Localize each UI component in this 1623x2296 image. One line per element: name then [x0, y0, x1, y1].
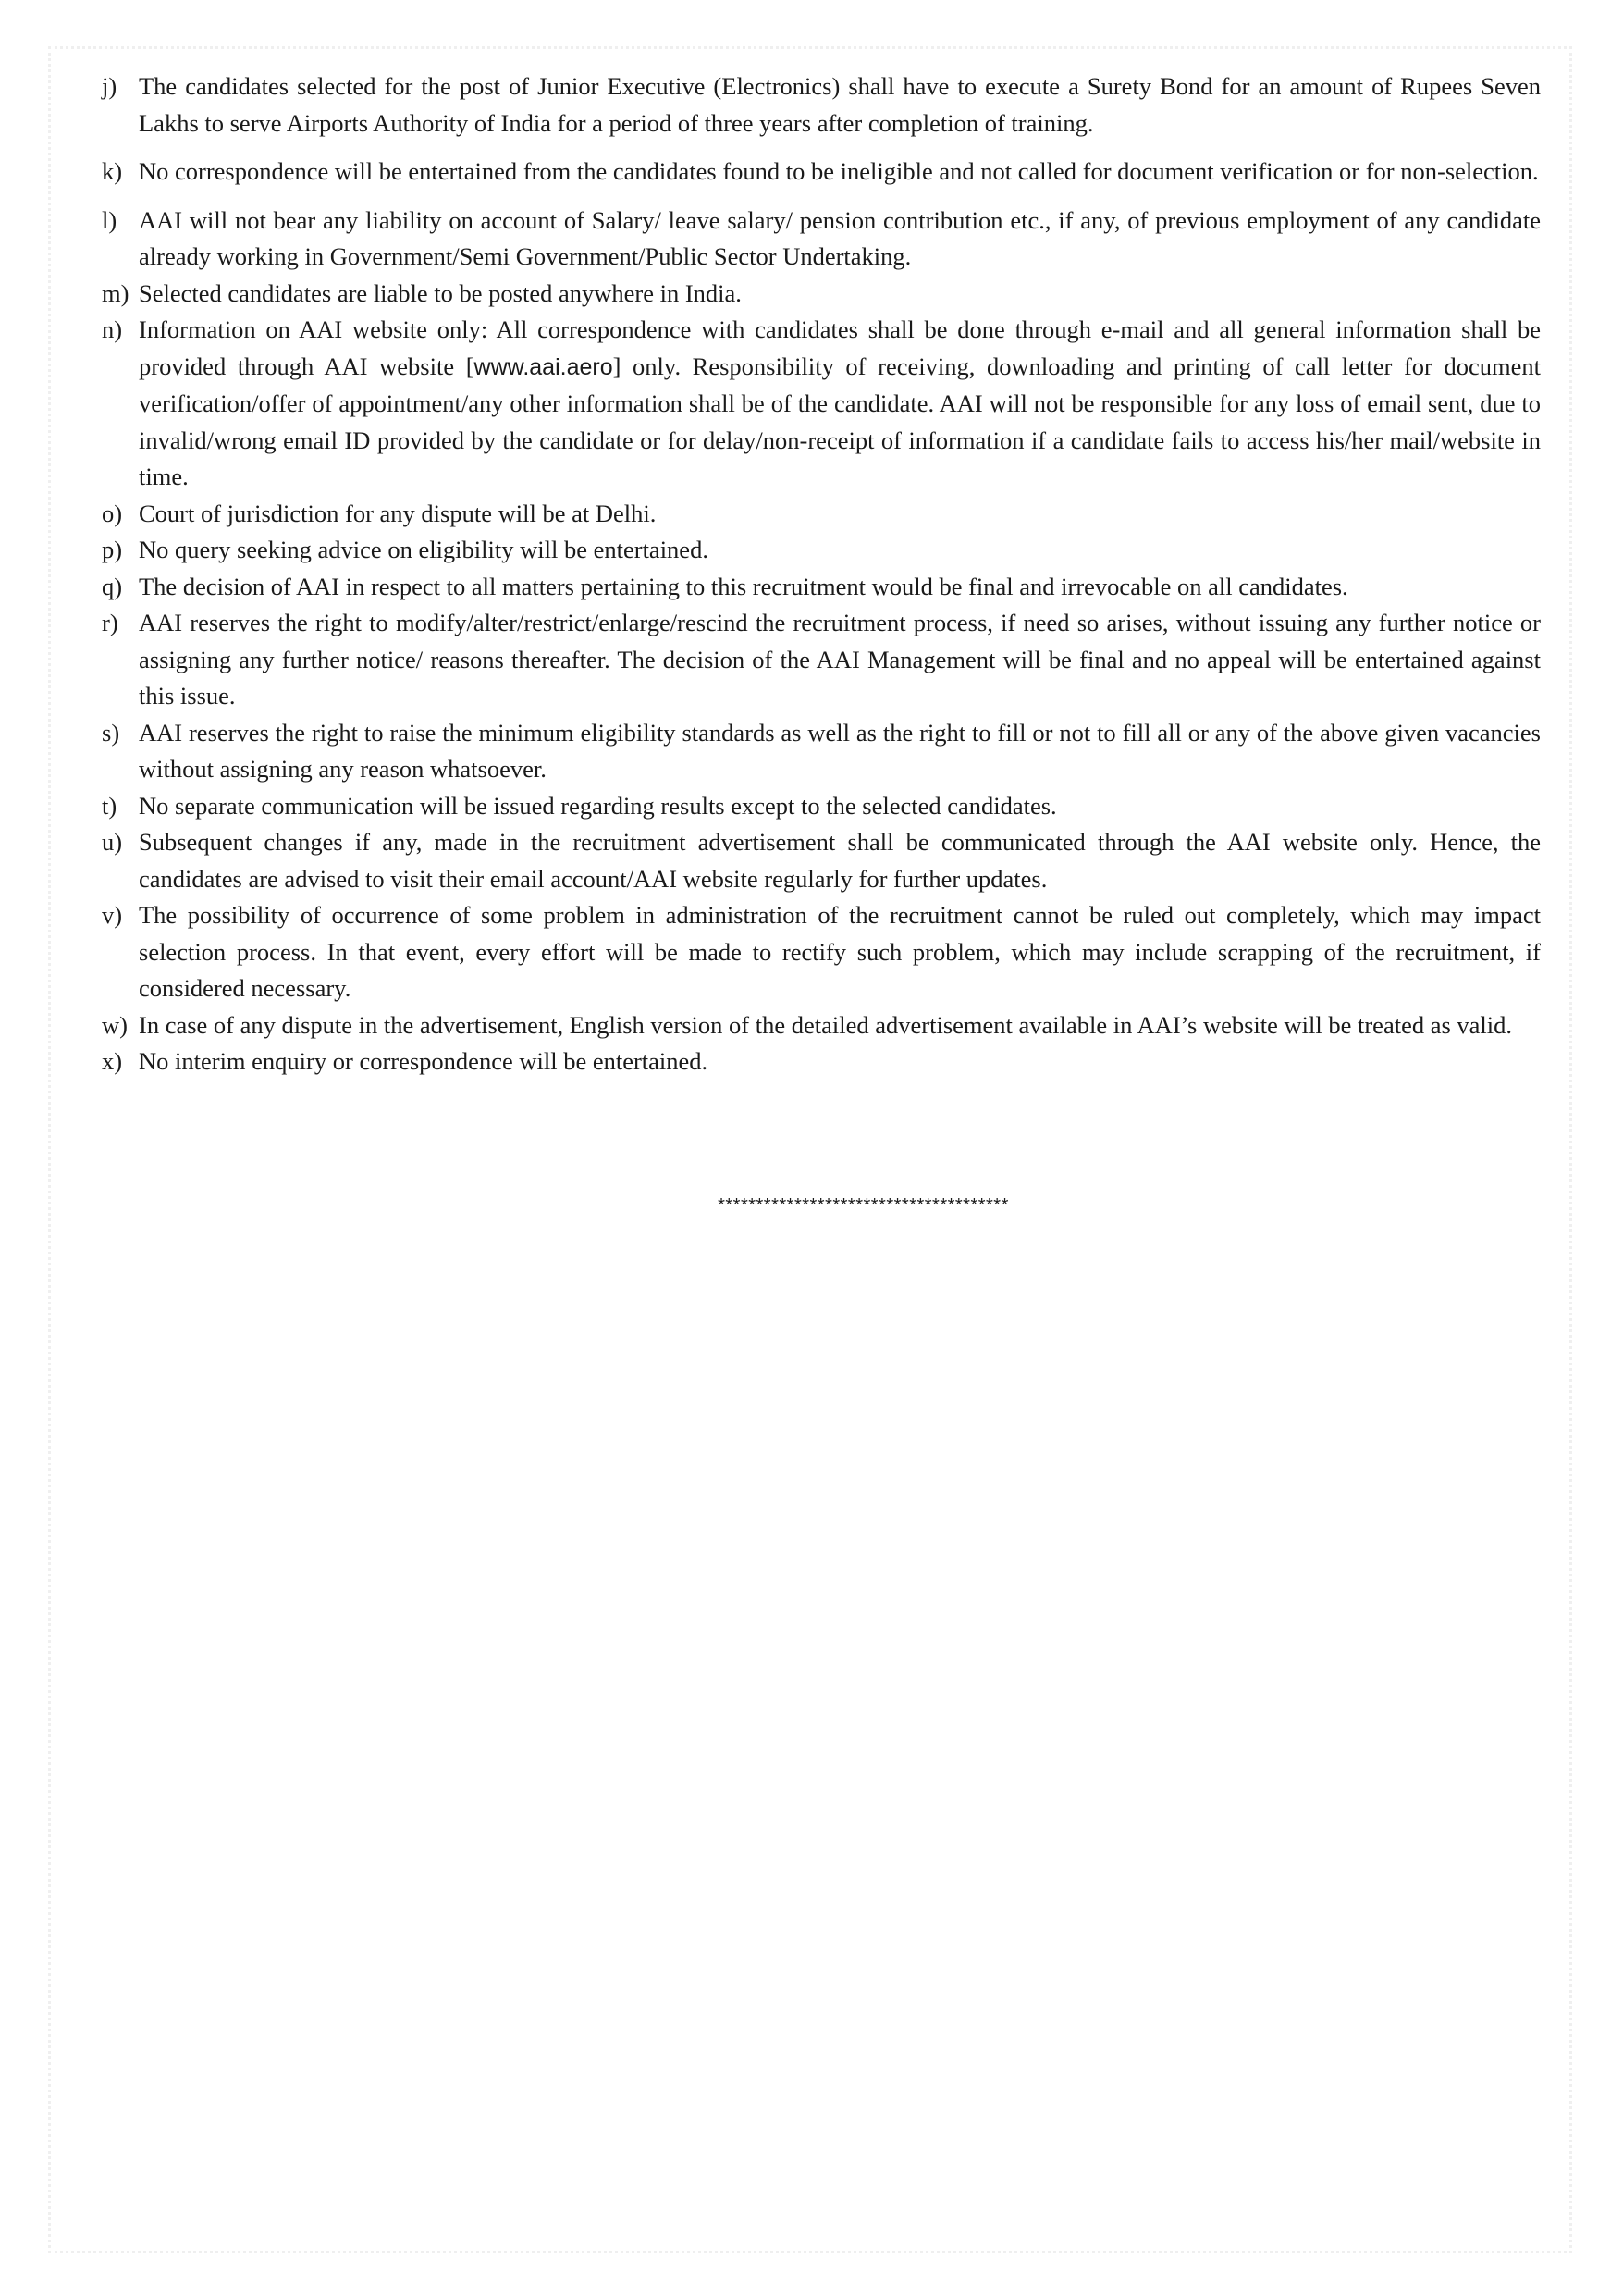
list-item-m	[102, 276, 1541, 313]
item-text: No separate communication will be issued regarding results except to the selected candidates.	[139, 791, 1057, 820]
list-item-l	[102, 203, 1541, 276]
item-text: No query seeking advice on eligibility will be entertained.	[139, 536, 708, 563]
list-item-s	[102, 715, 1541, 788]
item-text: AAI reserves the right to raise the minimum eligibility standards as well as the right to fill or not to fill all or any of the above given vacancies without assigning any reason whatsoever.	[139, 718, 1541, 783]
item-marker: m)	[102, 278, 129, 307]
item-marker: x)	[102, 1047, 123, 1075]
item-marker: n)	[102, 315, 123, 343]
separator-asterisks: **************************************	[718, 1195, 1009, 1216]
item-text: No correspondence will be entertained from the candidates found to be ineligible and not called for document verification or for non-selection.	[139, 157, 1539, 185]
item-text: AAI reserves the right to modify/alter/restrict/enlarge/rescind the recruitment process, if need so arises, without issuing any further notice or assigning any further notice/ reasons thereafter. The decision of the AAI Management will be final and no appeal will be entertained against this issue.	[139, 609, 1541, 710]
list-item-v	[102, 897, 1541, 1007]
list-item-j	[102, 68, 1541, 142]
item-marker: s)	[102, 718, 120, 747]
item-marker: t)	[102, 791, 117, 820]
terms-list-container	[102, 68, 1541, 1080]
item-text: The candidates selected for the post of Junior Executive (Electronics) shall have to execute a Surety Bond for an amount of Rupees Seven Lakhs to serve Airports Authority of India for a period of three years after completion of training.	[139, 72, 1541, 137]
item-text: Court of jurisdiction for any dispute will be at Delhi.	[139, 499, 657, 527]
item-marker: l)	[102, 205, 117, 234]
item-marker: v)	[102, 901, 123, 929]
item-text-before: Information on AAI website only: All correspondence with candidates shall be done through e-mail and all general information shall be provided through AAI website [	[139, 315, 1541, 380]
list-item-q	[102, 569, 1541, 606]
item-marker: k)	[102, 157, 123, 185]
item-text: AAI will not bear any liability on account of Salary/ leave salary/ pension contribution etc., if any, of previous employment of any candidate already working in Government/Semi Government/Public Sector Undertaking.	[139, 205, 1541, 270]
website-link[interactable]: www.aai.aero	[473, 353, 613, 380]
item-marker: w)	[102, 1010, 128, 1039]
list-item-o	[102, 496, 1541, 533]
list-item-k	[102, 154, 1541, 191]
item-text: The decision of AAI in respect to all matters pertaining to this recruitment would be final and irrevocable on all candidates.	[139, 572, 1348, 600]
list-item-r	[102, 605, 1541, 715]
list-item-x	[102, 1043, 1541, 1080]
list-item-u	[102, 824, 1541, 897]
list-item-n	[102, 312, 1541, 496]
item-text-after: ] only. Responsibility of receiving, downloading and printing of call letter for document verification/offer of appointment/any other information shall be of the candidate. AAI will not be responsible for any loss of email sent, due to invalid/wrong email ID provided by the candidate or for delay/non-receipt of information if a candidate fails to access his/her mail/website in time.	[139, 352, 1541, 490]
terms-list	[102, 68, 1541, 1080]
list-item-w	[102, 1007, 1541, 1044]
item-marker: q)	[102, 572, 123, 600]
end-separator	[0, 1195, 1623, 1216]
item-marker: u)	[102, 828, 123, 856]
item-marker: o)	[102, 499, 123, 527]
item-text: Subsequent changes if any, made in the recruitment advertisement shall be communicated through the AAI website only. Hence, the candidates are advised to visit their email account/AAI website regularly for further updates.	[139, 828, 1541, 893]
item-text: In case of any dispute in the advertisement, English version of the detailed advertisement available in AAI’s website will be treated as valid.	[139, 1010, 1513, 1039]
list-item-t	[102, 788, 1541, 825]
item-marker: p)	[102, 536, 123, 563]
item-text: No interim enquiry or correspondence will be entertained.	[139, 1047, 708, 1075]
item-marker: r)	[102, 609, 118, 636]
list-item-p	[102, 532, 1541, 569]
item-text: The possibility of occurrence of some problem in administration of the recruitment cannot be ruled out completely, which may impact selection process. In that event, every effort will be made to rectify such problem, which may include scrapping of the recruitment, if considered necessary.	[139, 901, 1541, 1002]
item-text: Selected candidates are liable to be posted anywhere in India.	[139, 278, 742, 307]
item-marker: j)	[102, 72, 117, 100]
